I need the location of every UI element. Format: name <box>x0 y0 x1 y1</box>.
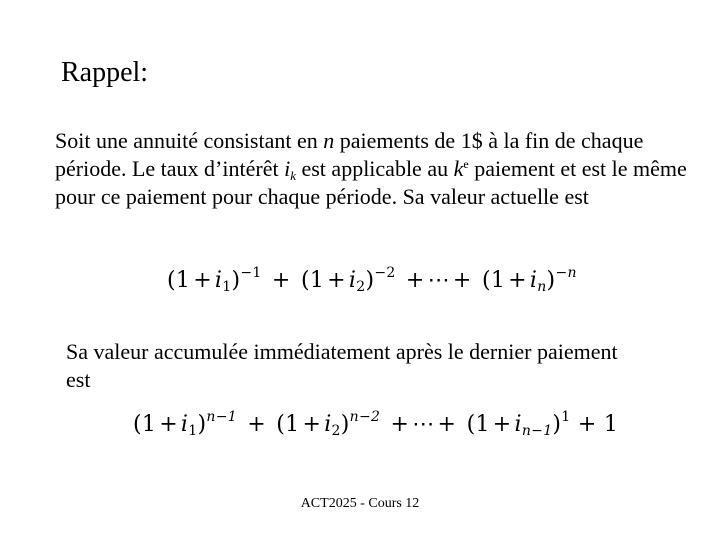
var-n: n <box>323 128 335 153</box>
text-segment: paiements de 1$ à la fin de chaque période. Le taux d’intérêt <box>55 128 644 181</box>
accumulated-value-paragraph: Sa valeur accumulée immédiatement après le dernier paiement est <box>66 339 618 392</box>
superscript-e: e <box>463 157 469 171</box>
var-i: i <box>284 156 291 181</box>
text-segment: Soit une annuité consistant en <box>55 128 324 153</box>
slide-title: Rappel: <box>61 57 149 88</box>
intro-paragraph <box>55 127 695 211</box>
accumulated-value-formula: $(1 + i_1)^{n-1} + (1 + i_2)^{n-2}$ + ⋯ + $(1 + i_{n-1})^1 + 1$ <box>133 409 619 439</box>
text-segment: est applicable au <box>295 156 454 181</box>
text-segment: paiement et est le même pour ce paiement pour chaque période. Sa valeur actuelle est <box>55 156 687 209</box>
subscript-k: k <box>290 168 296 183</box>
slide-footer: ACT2025 - Cours 12 <box>300 496 420 511</box>
present-value-formula: $(1 + i_1)^{-1} + (1 + i_2)^{-2}$ + ⋯ + $(1 + i_n)^{-n}$ <box>167 265 577 295</box>
var-k: k <box>453 156 464 181</box>
